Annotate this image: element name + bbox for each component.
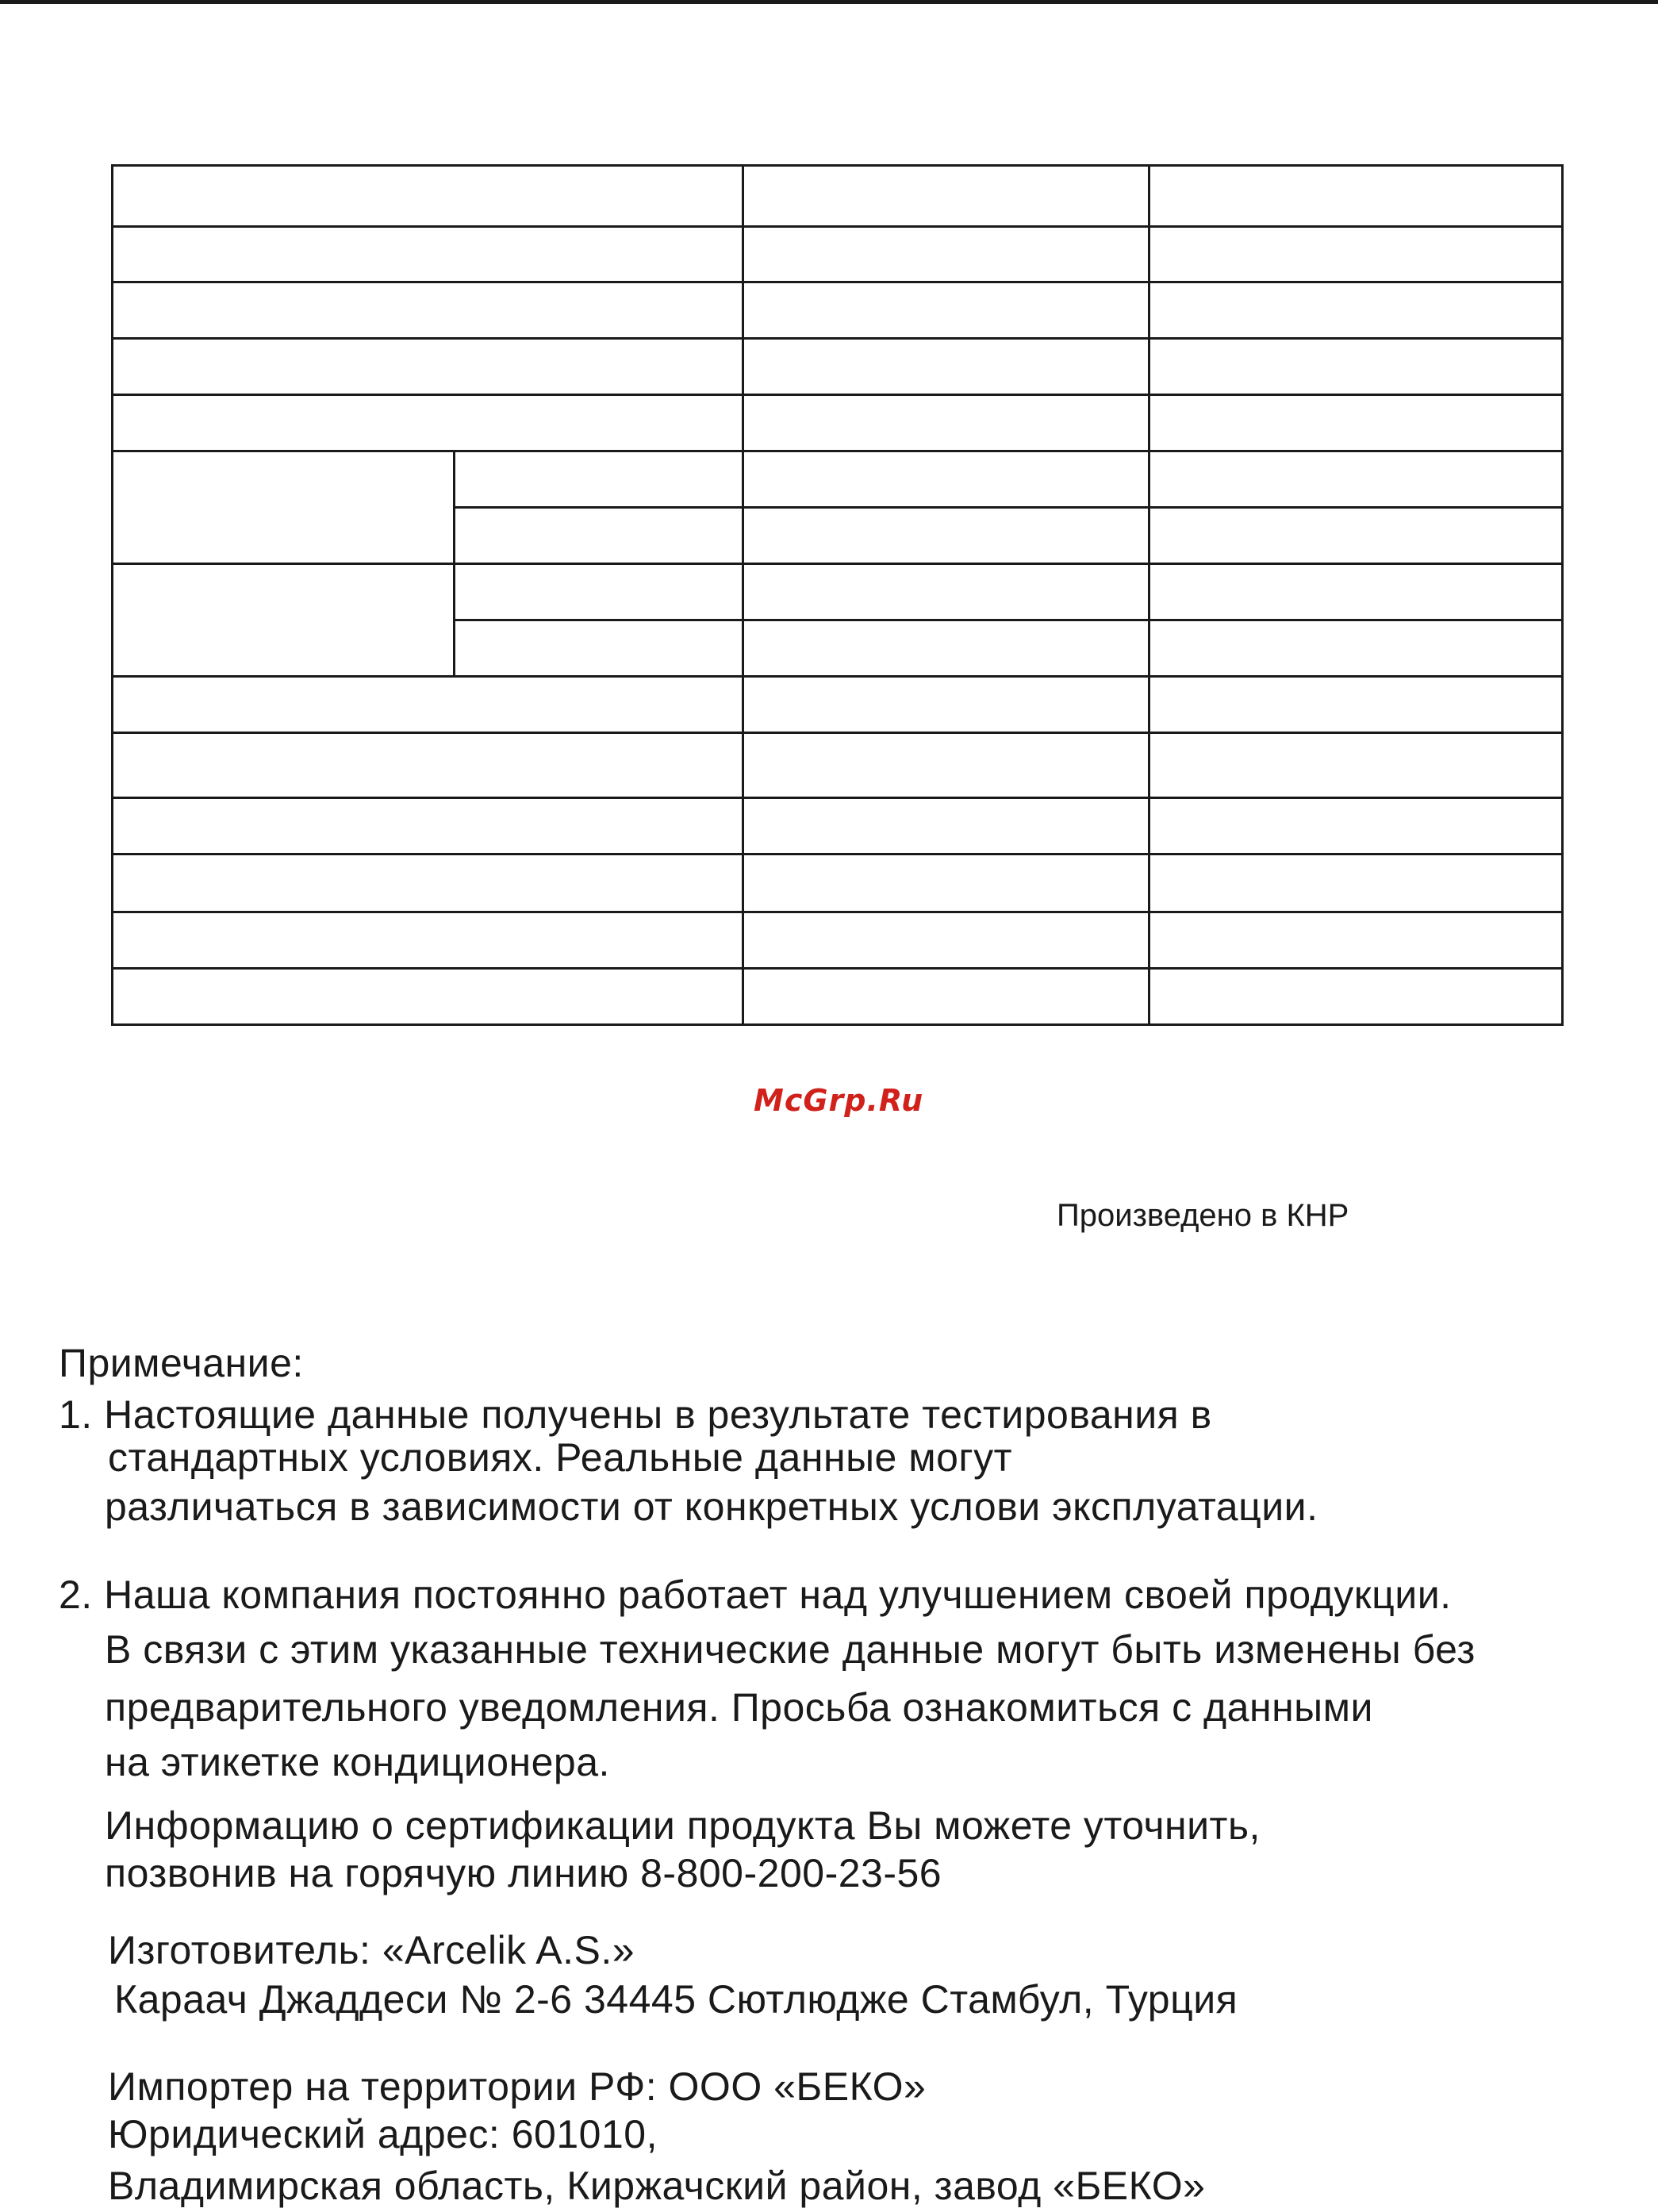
importer-line-3: Владимирская область, Киржачский район, завод «БЕКО» <box>108 2164 1206 2208</box>
table-row <box>113 395 1563 451</box>
note-item-1-line-2: стандартных условиях. Реальные данные могут <box>108 1435 1013 1480</box>
table-row <box>113 912 1563 969</box>
watermark-text: McGrp.Ru <box>754 1083 924 1118</box>
note-item-2-line-4: на этикетке кондиционера. <box>105 1740 610 1784</box>
note-item-2-line-2: В связи с этим указанные технические данные могут быть изменены без <box>105 1627 1476 1672</box>
made-in-label: Произведено в КНР <box>1057 1198 1349 1233</box>
table-row <box>113 339 1563 395</box>
manufacturer-line-2: Караач Джаддеси № 2-6 34445 Сютлюдже Стамбул, Турция <box>114 1977 1238 2022</box>
importer-line-1: Импортер на территории РФ: ООО «БЕКО» <box>108 2064 927 2109</box>
table-row <box>113 166 1563 227</box>
table-row <box>113 733 1563 798</box>
certification-line-2: позвонив на горячую линию 8-800-200-23-56 <box>105 1851 942 1895</box>
table-row <box>113 854 1563 912</box>
table-row <box>113 564 1563 620</box>
note-item-2-line-1: 2. Наша компания постоянно работает над улучшением своей продукции. <box>59 1573 1452 1617</box>
table-row <box>113 282 1563 339</box>
table-row <box>113 451 1563 508</box>
manufacturer-line-1: Изготовитель: «Arcelik A.S.» <box>108 1928 635 1972</box>
note-item-1-line-1: 1. Настоящие данные получены в результате тестирования в <box>59 1392 1212 1437</box>
top-rule <box>0 0 1658 4</box>
note-item-2-line-3: предварительного уведомления. Просьба ознакомиться с данными <box>105 1685 1373 1730</box>
table-row <box>113 677 1563 733</box>
spec-table <box>111 164 1564 1026</box>
note-heading: Примечание: <box>59 1341 304 1385</box>
certification-line-1: Информацию о сертификации продукта Вы можете уточнить, <box>105 1803 1261 1848</box>
note-item-1-line-3: различаться в зависимости от конкретных услови эксплуатации. <box>105 1484 1318 1529</box>
table-row <box>113 969 1563 1025</box>
table-row <box>113 227 1563 282</box>
table-row <box>113 798 1563 854</box>
importer-line-2: Юридический адрес: 601010, <box>108 2112 658 2156</box>
